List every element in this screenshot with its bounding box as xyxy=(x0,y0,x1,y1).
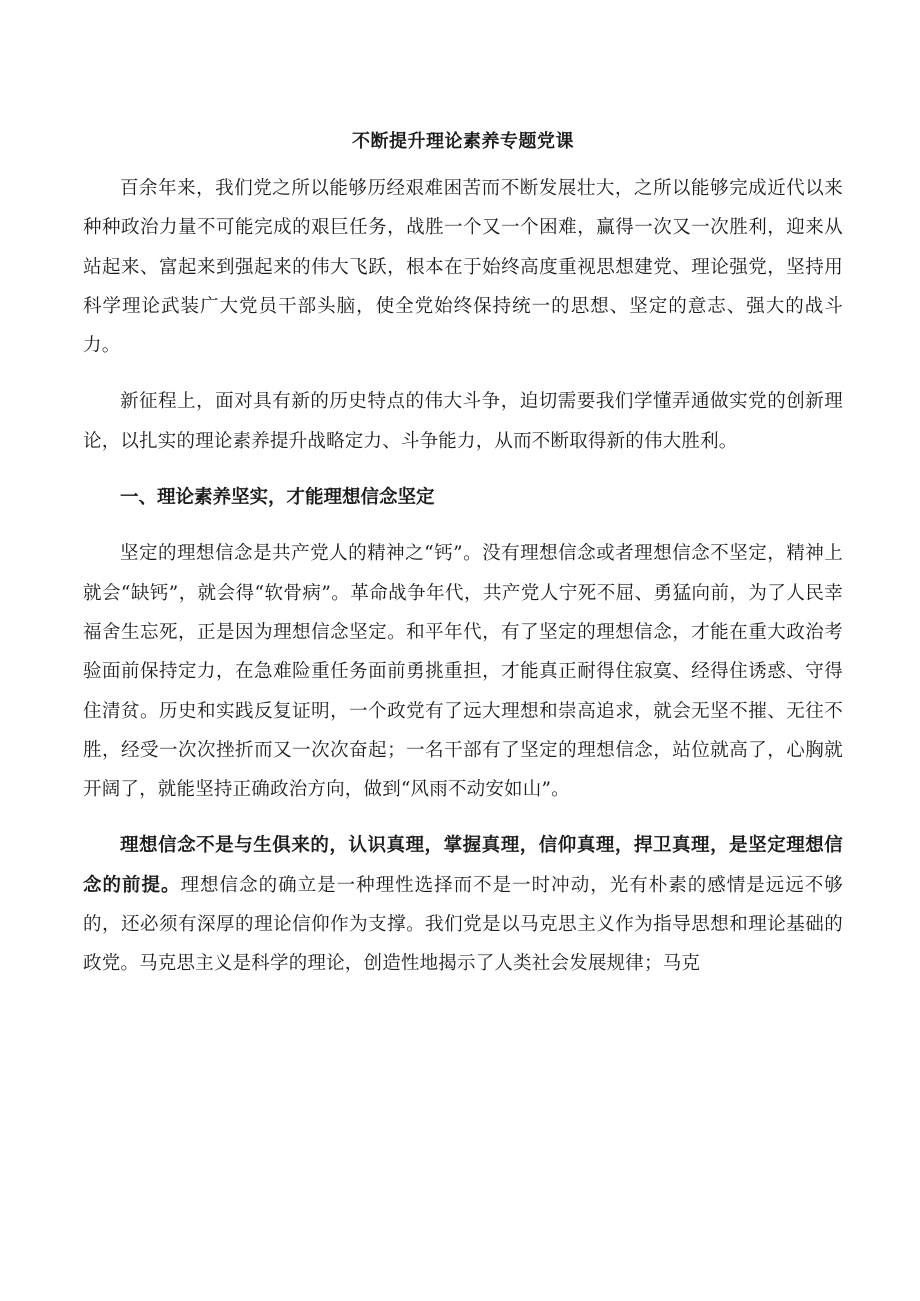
paragraph-3: 坚定的理想信念是共产党人的精神之“钙”。没有理想信念或者理想信念不坚定，精神上就会“缺钙”，就会得“软骨病”。革命战争年代，共产党人宁死不屈、勇猛向前，为了人民幸福舍生忘死，正是因为理想信念坚定。和平年代，有了坚定的理想信念，才能在重大政治考验面前保持定力，在急难险重任务面前勇挑重担，才能真正耐得住寂寞、经得住诱惑、守得住清贫。历史和实践反复证明，一个政党有了远大理想和崇高追求，就会无坚不摧、无往不胜，经受一次次挫折而又一次次奋起；一名干部有了坚定的理想信念，站位就高了，心胸就开阔了，就能坚持正确政治方向，做到“风雨不动安如山”。 xyxy=(83,543,843,801)
document-page xyxy=(83,125,843,1001)
paragraph-2: 新征程上，面对具有新的历史特点的伟大斗争，迫切需要我们学懂弄通做实党的创新理论，以扎实的理论素养提升战略定力、斗争能力，从而不断取得新的伟大胜利。 xyxy=(83,391,843,452)
paragraph-1: 百余年来，我们党之所以能够历经艰难困苦而不断发展壮大，之所以能够完成近代以来种种政治力量不可能完成的艰巨任务，战胜一个又一个困难，赢得一次又一次胜利，迎来从站起来、富起来到强起来的伟大飞跃，根本在于始终高度重视思想建党、理论强党，坚持用科学理论武装广大党员干部头脑，使全党始终保持统一的思想、坚定的意志、强大的战斗力。 xyxy=(83,178,843,357)
paragraph-4-lead: 理想信念不是与生俱来的，认识真理，掌握真理，信仰真理，捍卫真理，是坚定理想信念的前提。 xyxy=(83,835,843,896)
document-title: 不断提升理论素养专题党课 xyxy=(352,131,574,152)
paragraph-4-body: 理想信念的确立是一种理性选择而不是一时冲动，光有朴素的感情是远远不够的，还必须有深厚的理论信仰作为支撑。我们党是以马克思主义作为指导思想和理论基础的政党。马克思主义是科学的理论，创造性地揭示了人类社会发展规律；马克 xyxy=(83,874,843,975)
paragraph-4 xyxy=(83,826,843,983)
section-heading-1: 一、理论素养坚实，才能理想信念坚定 xyxy=(120,487,435,509)
